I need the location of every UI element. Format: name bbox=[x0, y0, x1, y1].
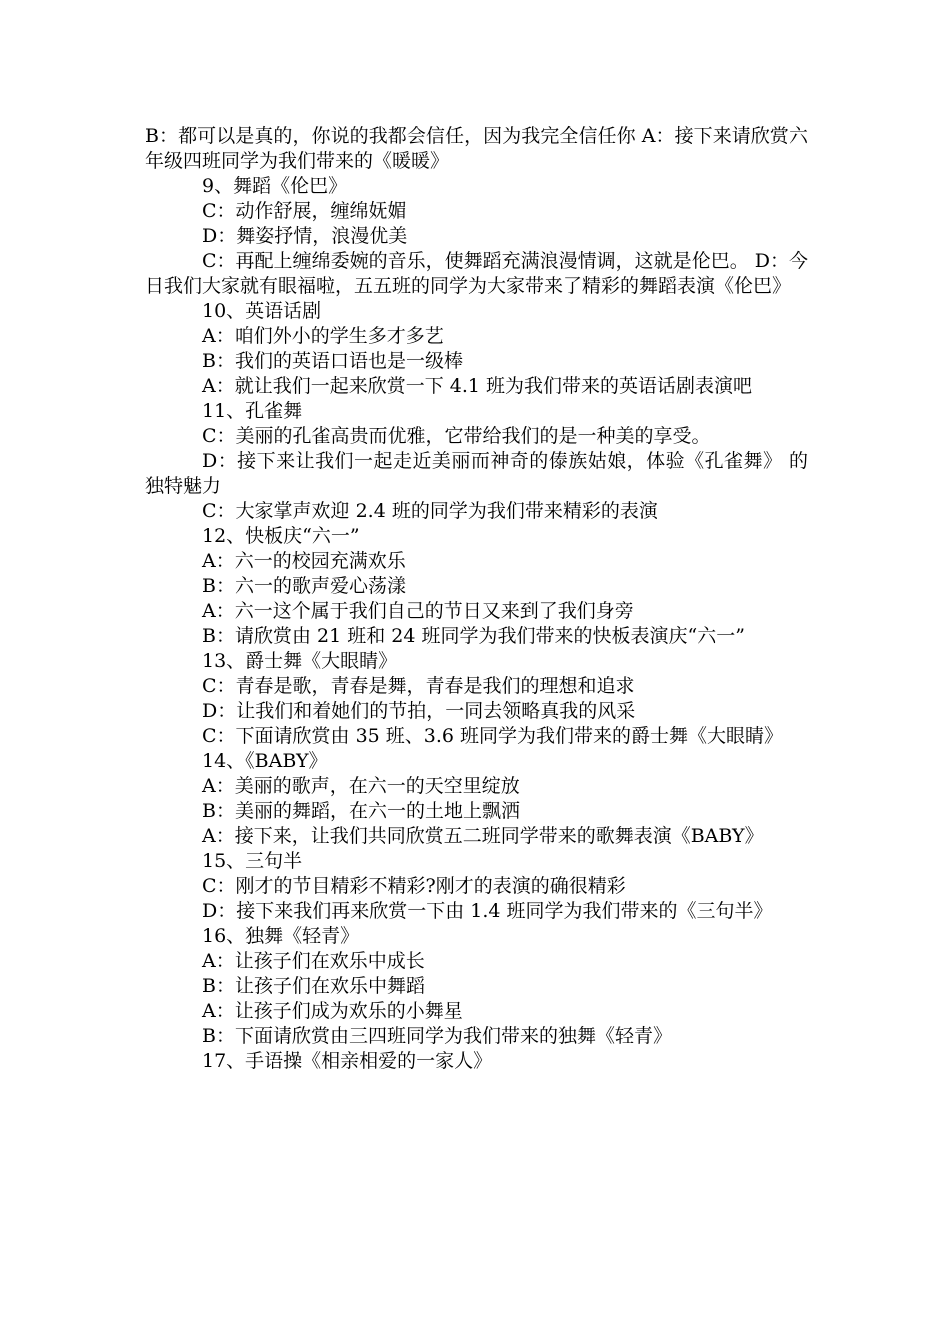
dialogue-line: C：动作舒展，缠绵妩媚 bbox=[202, 200, 407, 222]
dialogue-line: B：让孩子们在欢乐中舞蹈 bbox=[202, 975, 425, 997]
dialogue-line: D：舞姿抒情，浪漫优美 bbox=[202, 225, 408, 247]
dialogue-line: C：大家掌声欢迎 2.4 班的同学为我们带来精彩的表演 bbox=[202, 500, 658, 522]
section-heading: 12、快板庆“六一” bbox=[202, 525, 360, 547]
dialogue-paragraph: A：接下来，让我们共同欣赏五二班同学带来的歌舞表演《BABY》 bbox=[202, 825, 764, 847]
dialogue-paragraph: B：请欣赏由 21 班和 24 班同学为我们带来的快板表演庆“六一” bbox=[202, 625, 745, 647]
dialogue-line: C：青春是歌，青春是舞，青春是我们的理想和追求 bbox=[202, 675, 635, 697]
dialogue-line: B：美丽的舞蹈，在六一的土地上飘洒 bbox=[202, 800, 520, 822]
dialogue-paragraph: C：再配上缠绵委婉的音乐，使舞蹈充满浪漫情调，这就是伦巴。 D：今日我们大家就有眼福啦，五五班的同学为大家带来了精彩的舞蹈表演《伦巴》 bbox=[145, 250, 808, 297]
section-heading: 15、三句半 bbox=[202, 850, 303, 872]
text-line: B：都可以是真的，你说的我都会信任，因为我完全信任你 A：接下来请欣赏六年级四班同学为我们带来的《暖暖》 bbox=[145, 125, 808, 172]
document-body bbox=[145, 124, 808, 1074]
dialogue-paragraph: D：接下来我们再来欣赏一下由 1.4 班同学为我们带来的《三句半》 bbox=[202, 900, 773, 922]
section-heading: 13、爵士舞《大眼睛》 bbox=[202, 650, 398, 672]
dialogue-line: A：六一的校园充满欢乐 bbox=[202, 550, 406, 572]
section-heading: 16、独舞《轻青》 bbox=[202, 925, 360, 947]
dialogue-line: A：美丽的歌声，在六一的天空里绽放 bbox=[202, 775, 520, 797]
dialogue-line: A：让孩子们成为欢乐的小舞星 bbox=[202, 1000, 463, 1022]
dialogue-paragraph: D：接下来让我们一起走近美丽而神奇的傣族姑娘，体验《孔雀舞》 的独特魅力 bbox=[145, 450, 808, 497]
dialogue-line: B：六一的歌声爱心荡漾 bbox=[202, 575, 406, 597]
section-heading: 10、英语话剧 bbox=[202, 300, 322, 322]
dialogue-line: B：我们的英语口语也是一级棒 bbox=[202, 350, 463, 372]
dialogue-line: C：美丽的孔雀高贵而优雅，它带给我们的是一种美的享受。 bbox=[202, 425, 711, 447]
dialogue-line: B：下面请欣赏由三四班同学为我们带来的独舞《轻青》 bbox=[202, 1025, 672, 1047]
dialogue-line: C：刚才的节目精彩不精彩?刚才的表演的确很精彩 bbox=[202, 875, 626, 897]
dialogue-line: A：咱们外小的学生多才多艺 bbox=[202, 325, 444, 347]
section-heading: 11、孔雀舞 bbox=[202, 400, 303, 422]
dialogue-paragraph: A：就让我们一起来欣赏一下 4.1 班为我们带来的英语话剧表演吧 bbox=[202, 375, 753, 397]
dialogue-line: A：让孩子们在欢乐中成长 bbox=[202, 950, 425, 972]
dialogue-paragraph: C：下面请欣赏由 35 班、3.6 班同学为我们带来的爵士舞《大眼睛》 bbox=[202, 725, 784, 747]
dialogue-line: A：六一这个属于我们自己的节日又来到了我们身旁 bbox=[202, 600, 634, 622]
dialogue-line: D：让我们和着她们的节拍，一同去领略真我的风采 bbox=[202, 700, 636, 722]
section-heading: 14、《BABY》 bbox=[202, 750, 328, 772]
section-heading: 9、舞蹈《伦巴》 bbox=[202, 175, 348, 197]
section-heading: 17、手语操《相亲相爱的一家人》 bbox=[202, 1050, 493, 1072]
